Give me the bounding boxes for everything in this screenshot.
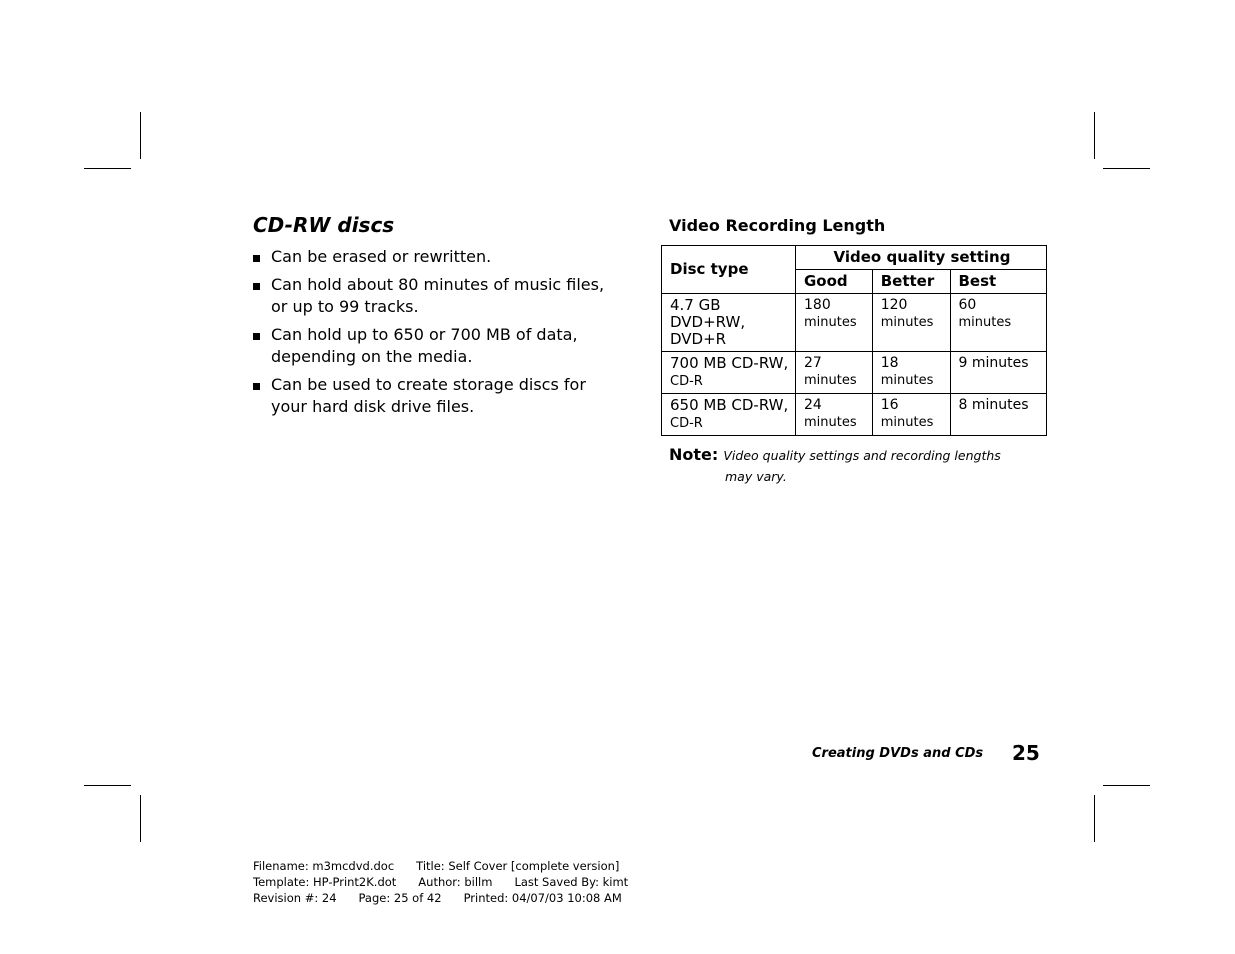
bullet-list: [253, 246, 623, 424]
best-cell: 8 minutes: [950, 394, 1047, 436]
crop-mark-bottom-right-vertical: [1094, 795, 1095, 842]
table-row: [662, 394, 1047, 436]
disc-type-cell: 700 MB CD-RW, CD-R: [662, 352, 796, 394]
list-item-text: Can hold about 80 minutes of music files, or up to 99 tracks.: [271, 275, 605, 316]
list-item-text: Can be erased or rewritten.: [271, 247, 492, 266]
meta-author: Author: billm: [418, 875, 493, 889]
page-number: 25: [1012, 741, 1040, 765]
better-cell: 18 minutes: [872, 352, 950, 394]
list-item-text: Can hold up to 650 or 700 MB of data, depending on the media.: [271, 325, 578, 366]
list-item: [253, 246, 623, 268]
column-header-better: Better: [872, 270, 950, 294]
document-metadata: [253, 858, 628, 906]
best-cell: 9 minutes: [950, 352, 1047, 394]
note-text-line2: may vary.: [725, 469, 787, 484]
meta-filename: Filename: m3mcdvd.doc: [253, 859, 395, 873]
list-item-text: Can be used to create storage discs for your hard disk drive files.: [271, 375, 586, 416]
crop-mark-top-right-vertical: [1094, 112, 1095, 159]
better-cell: 16 minutes: [872, 394, 950, 436]
square-bullet-icon: [253, 383, 260, 390]
video-recording-table: [661, 245, 1047, 436]
footer-chapter-title: Creating DVDs and CDs: [812, 746, 984, 761]
best-cell: 60 minutes: [950, 294, 1047, 352]
good-cell: 180 minutes: [796, 294, 873, 352]
better-cell: 120 minutes: [872, 294, 950, 352]
meta-template: Template: HP-Print2K.dot: [253, 875, 397, 889]
crop-mark-bottom-left-horizontal: [84, 785, 131, 786]
meta-printed: Printed: 04/07/03 10:08 AM: [463, 891, 622, 905]
meta-revision: Revision #: 24: [253, 891, 337, 905]
note-label: Note:: [669, 445, 719, 464]
square-bullet-icon: [253, 283, 260, 290]
note: [669, 445, 1009, 487]
meta-page: Page: 25 of 42: [358, 891, 442, 905]
list-item: [253, 274, 623, 318]
crop-mark-top-left-horizontal: [84, 168, 131, 169]
good-cell: 27 minutes: [796, 352, 873, 394]
meta-last-saved: Last Saved By: kimt: [514, 875, 629, 889]
crop-mark-bottom-left-vertical: [140, 795, 141, 842]
good-cell: 24 minutes: [796, 394, 873, 436]
quality-group-header: Video quality setting: [796, 246, 1047, 270]
square-bullet-icon: [253, 255, 260, 262]
column-header-best: Best: [950, 270, 1047, 294]
list-item: [253, 374, 623, 418]
section-heading: CD-RW discs: [253, 213, 395, 237]
table-row: [662, 352, 1047, 394]
disc-type-cell: 650 MB CD-RW, CD-R: [662, 394, 796, 436]
disc-type-header: Disc type: [662, 246, 796, 294]
list-item: [253, 324, 623, 368]
table-row: [662, 294, 1047, 352]
column-header-good: Good: [796, 270, 873, 294]
note-text-line1: Video quality settings and recording lengths: [723, 448, 1001, 463]
crop-mark-bottom-right-horizontal: [1103, 785, 1150, 786]
table-title: Video Recording Length: [669, 216, 886, 235]
disc-type-cell: 4.7 GB DVD+RW, DVD+R: [662, 294, 796, 352]
square-bullet-icon: [253, 333, 260, 340]
crop-mark-top-left-vertical: [140, 112, 141, 159]
meta-title: Title: Self Cover [complete version]: [416, 859, 620, 873]
crop-mark-top-right-horizontal: [1103, 168, 1150, 169]
